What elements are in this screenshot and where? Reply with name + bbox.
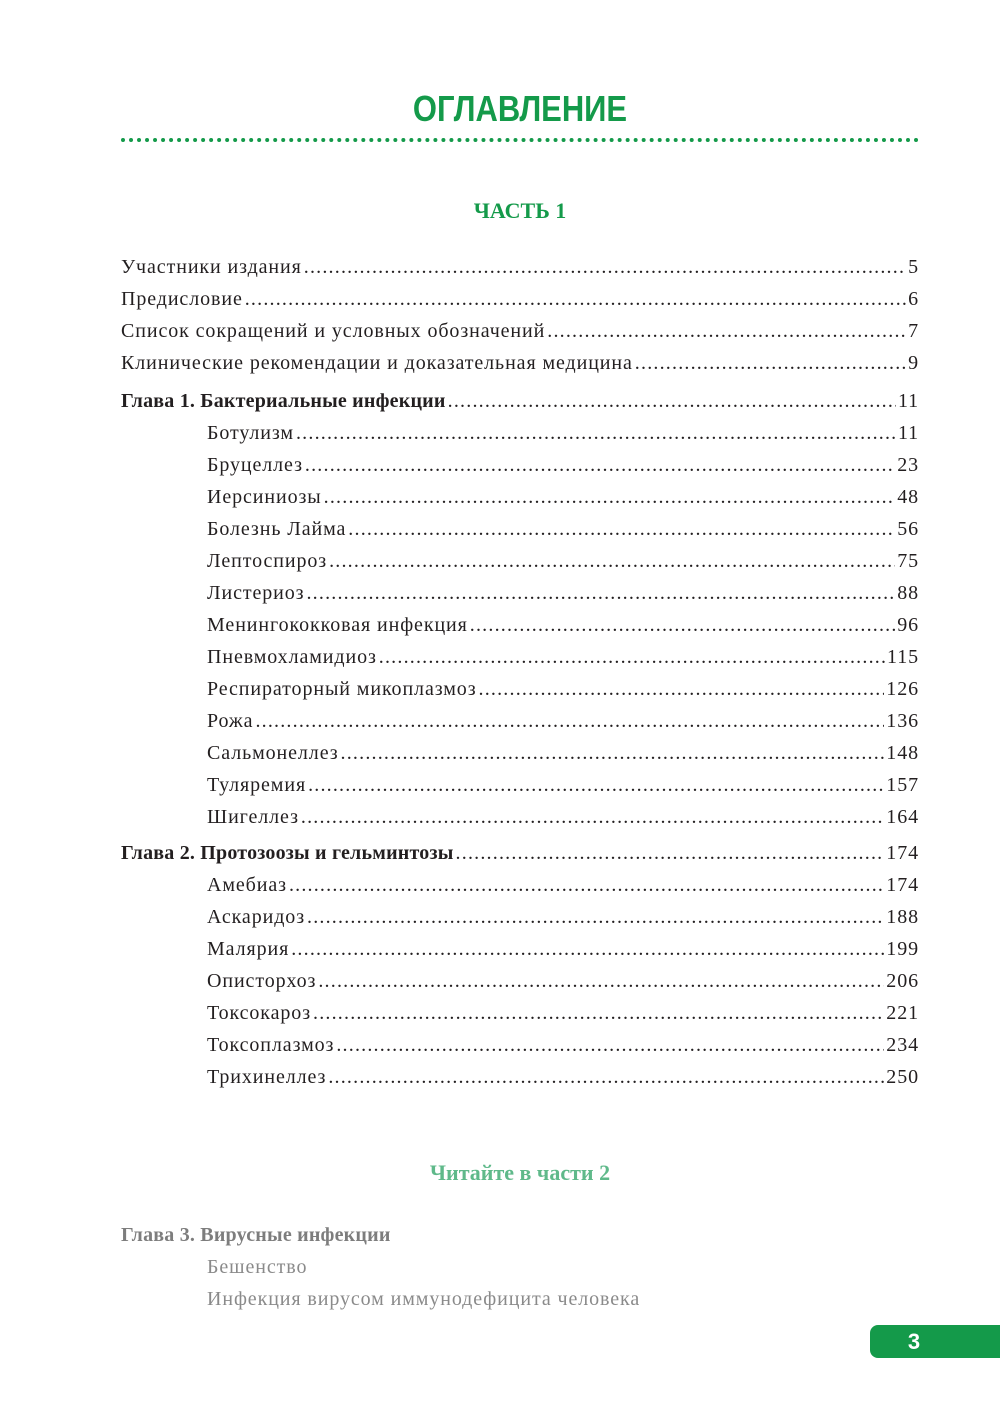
toc-entry[interactable] (207, 771, 919, 799)
toc-entry[interactable] (207, 419, 919, 447)
dot-leader (448, 387, 896, 415)
toc-entry-page: 174 (886, 874, 919, 896)
toc-entry-page: 206 (886, 970, 919, 992)
dot-leader (245, 285, 906, 313)
toc-entry-page: 221 (886, 1002, 919, 1024)
dot-leader (291, 935, 884, 963)
toc-entry-label: Бруцеллез (207, 454, 303, 476)
part2-heading: Читайте в части 2 (429, 1160, 611, 1185)
page-number-tab (870, 1325, 1000, 1358)
dot-leader (308, 771, 884, 799)
toc-entry[interactable] (207, 871, 919, 899)
toc-entry-page: 11 (897, 422, 919, 444)
dot-leader (348, 515, 895, 543)
toc-entry-abbreviations[interactable] (121, 317, 919, 345)
toc-entry-page: 56 (897, 518, 919, 540)
toc-chapter-label: Глава 2. Протозоозы и гельминтозы (121, 842, 454, 864)
toc-entry-label: Список сокращений и условных обозначений (121, 320, 546, 342)
toc-entry-page: 6 (908, 288, 919, 310)
toc-entry[interactable] (207, 547, 919, 575)
toc-entry-page: 157 (886, 774, 919, 796)
page-number: 3 (907, 1329, 921, 1354)
toc-chapter-page: 11 (897, 390, 919, 412)
toc-entry-label: Иерсиниозы (207, 486, 322, 508)
toc-entry[interactable] (207, 451, 919, 479)
toc-entry-label: Ботулизм (207, 422, 294, 444)
toc-entry[interactable] (207, 1031, 919, 1059)
toc-entry[interactable] (207, 803, 919, 831)
toc-entry-label: Токсокароз (207, 1002, 311, 1024)
toc-entry-page: 188 (886, 906, 919, 928)
toc-entry-label: Менингококковая инфекция (207, 614, 468, 636)
toc-chapter-label: Глава 1. Бактериальные инфекции (121, 390, 446, 412)
toc-entry-page: 88 (897, 582, 919, 604)
toc-entry-page: 9 (908, 352, 919, 374)
toc-entry-page: 23 (897, 454, 919, 476)
toc-entry-page: 164 (886, 806, 919, 828)
toc-entry[interactable] (207, 999, 919, 1027)
toc-entry-label: Амебиаз (207, 874, 287, 896)
dot-leader (304, 253, 906, 281)
toc-entry[interactable] (207, 903, 919, 931)
dot-leader (305, 451, 895, 479)
dot-leader (255, 707, 884, 735)
toc-entry-label: Шигеллез (207, 806, 299, 828)
toc-entry[interactable] (207, 483, 919, 511)
part2-chapter-label: Глава 3. Вирусные инфекции (121, 1224, 391, 1246)
toc-entry-label: Аскаридоз (207, 906, 305, 928)
toc-entry[interactable] (207, 1063, 919, 1091)
toc-chapter-page: 174 (886, 842, 919, 864)
toc-entry-label: Трихинеллез (207, 1066, 327, 1088)
dot-leader (470, 611, 895, 639)
toc-entry[interactable] (207, 643, 919, 671)
toc-entry-label: Малярия (207, 938, 290, 960)
toc-chapter-1[interactable] (121, 387, 919, 415)
toc-entry-page: 48 (897, 486, 919, 508)
toc-entry-page: 148 (886, 742, 919, 764)
toc-entry-label: Рожа (207, 710, 254, 732)
dot-leader (329, 547, 895, 575)
toc-entry[interactable] (207, 935, 919, 963)
toc-entry-label: Клинические рекомендации и доказательная медицина (121, 352, 633, 374)
toc-entry-contributors[interactable] (121, 253, 919, 281)
dot-leader (479, 675, 885, 703)
toc-entry-label: Респираторный микоплазмоз (207, 678, 477, 700)
toc-entry-page: 250 (886, 1066, 919, 1088)
dot-leader (336, 1031, 884, 1059)
dot-leader (313, 999, 884, 1027)
part2-entry: Бешенство (207, 1256, 308, 1278)
toc-entry-label: Токсоплазмоз (207, 1034, 335, 1056)
toc-entry-page: 136 (886, 710, 919, 732)
part1-heading: ЧАСТЬ 1 (473, 198, 567, 223)
toc-entry[interactable] (207, 707, 919, 735)
toc-entry-page: 199 (886, 938, 919, 960)
title-dotted-rule (121, 138, 919, 142)
dot-leader (547, 317, 906, 345)
toc-entry-label: Лептоспироз (207, 550, 328, 572)
toc-chapter-2[interactable] (121, 839, 919, 867)
dot-leader (296, 419, 896, 447)
toc-entry-page: 96 (897, 614, 919, 636)
dot-leader (341, 739, 885, 767)
dot-leader (328, 1063, 884, 1091)
toc-entry-page: 126 (886, 678, 919, 700)
dot-leader (324, 483, 896, 511)
toc-entry[interactable] (207, 675, 919, 703)
dot-leader (379, 643, 885, 671)
toc-entry-label: Описторхоз (207, 970, 317, 992)
toc-entry-label: Листериоз (207, 582, 305, 604)
dot-leader (318, 967, 884, 995)
toc-entry-page: 115 (887, 646, 919, 668)
toc-entry[interactable] (207, 611, 919, 639)
toc-entry-page: 5 (908, 256, 919, 278)
toc-entry[interactable] (207, 967, 919, 995)
dot-leader (301, 803, 884, 831)
toc-entry-label: Туляремия (207, 774, 307, 796)
dot-leader (456, 839, 885, 867)
toc-entry-preface[interactable] (121, 285, 919, 313)
toc-entry-page: 234 (886, 1034, 919, 1056)
dot-leader (289, 871, 884, 899)
toc-entry-page: 7 (908, 320, 919, 342)
page-title: ОГЛАВЛЕНИЕ (412, 88, 628, 129)
toc-entry-label: Участники издания (121, 256, 302, 278)
toc-entry-label: Пневмохламидиоз (207, 646, 377, 668)
toc-entry-label: Предисловие (121, 288, 243, 310)
toc-entry[interactable] (207, 579, 919, 607)
toc-entry[interactable] (207, 739, 919, 767)
toc-entry-page: 75 (897, 550, 919, 572)
toc-entry-label: Болезнь Лайма (207, 518, 347, 540)
toc-entry-label: Сальмонеллез (207, 742, 339, 764)
dot-leader (306, 579, 895, 607)
toc-entry-clinical-guidelines[interactable] (121, 349, 919, 377)
toc-entry[interactable] (207, 515, 919, 543)
dot-leader (307, 903, 884, 931)
dot-leader (635, 349, 906, 377)
part2-entry: Инфекция вирусом иммунодефицита человека (207, 1288, 641, 1310)
